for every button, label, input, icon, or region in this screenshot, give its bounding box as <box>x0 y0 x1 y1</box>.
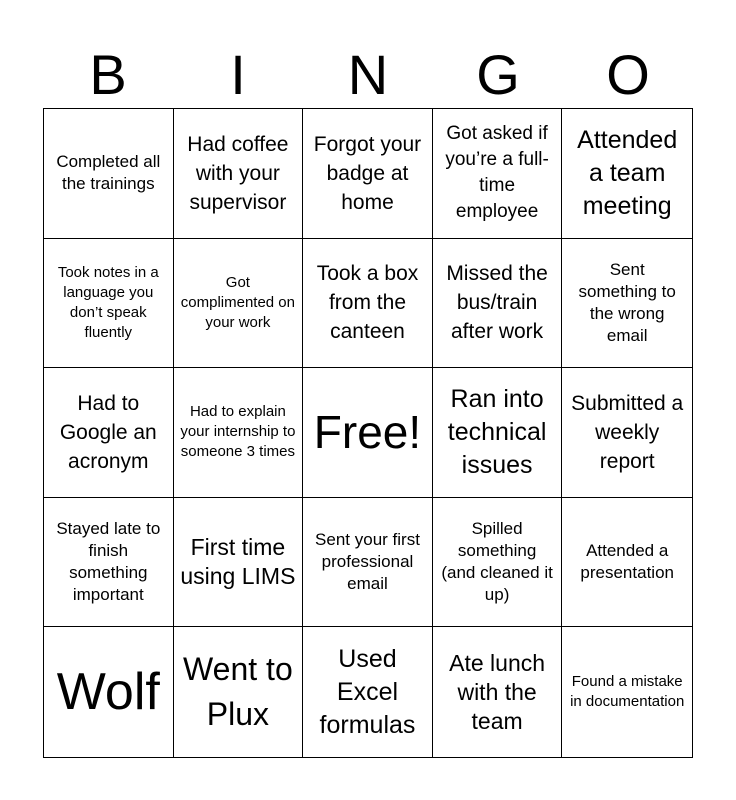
bingo-cell-r1c2[interactable] <box>174 109 304 239</box>
header-letter-i: I <box>230 43 246 106</box>
bingo-cell-r2c3[interactable] <box>303 239 433 369</box>
cell-text: Had coffee with your supervisor <box>187 132 289 214</box>
bingo-cell-r4c2[interactable] <box>174 498 304 628</box>
bingo-cell-r5c1[interactable] <box>44 627 174 757</box>
cell-text: Found a mistake in documentation <box>570 673 685 711</box>
bingo-cell-r4c5[interactable] <box>562 498 692 628</box>
cell-text: Used Excel formulas <box>319 644 416 739</box>
cell-text: Missed the bus/train after work <box>446 262 548 344</box>
bingo-cell-r4c4[interactable] <box>433 498 563 628</box>
cell-text: Had to explain your internship to someone 3 times <box>180 403 296 461</box>
cell-text: Took a box from the canteen <box>316 262 419 344</box>
cell-text: Forgot your badge at home <box>313 132 422 214</box>
cell-text: Got complimented on your work <box>180 273 295 331</box>
bingo-board <box>43 108 693 758</box>
bingo-cell-r3c5[interactable] <box>562 368 692 498</box>
cell-text: Stayed late to finish something important <box>56 519 161 605</box>
bingo-cell-r3c4[interactable] <box>433 368 563 498</box>
bingo-cell-r3c2[interactable] <box>174 368 304 498</box>
bingo-cell-r2c1[interactable] <box>44 239 174 369</box>
header-letter-n: N <box>347 43 389 106</box>
header-letter-g: G <box>476 43 520 106</box>
cell-text: Ran into technical issues <box>447 384 547 479</box>
bingo-cell-r4c1[interactable] <box>44 498 174 628</box>
cell-text: Submitted a weekly report <box>571 391 684 473</box>
bingo-cell-r5c4[interactable] <box>433 627 563 757</box>
cell-text: Spilled something (and cleaned it up) <box>441 519 553 605</box>
cell-text: Free! <box>313 406 422 459</box>
bingo-cell-r1c4[interactable] <box>433 109 563 239</box>
cell-text: Took notes in a language you don’t speak fluently <box>57 263 159 341</box>
cell-text: First time using LIMS <box>180 534 296 590</box>
cell-text: Attended a team meeting <box>577 125 678 220</box>
cell-text: Ate lunch with the team <box>449 649 546 734</box>
bingo-cell-r5c3[interactable] <box>303 627 433 757</box>
cell-text: Completed all the trainings <box>56 152 161 194</box>
cell-text: Sent your first professional email <box>315 530 420 594</box>
bingo-cell-r5c5[interactable] <box>562 627 692 757</box>
bingo-cell-r2c4[interactable] <box>433 239 563 369</box>
cell-text: Wolf <box>56 663 160 722</box>
cell-text: Got asked if you’re a full-time employee <box>445 123 549 223</box>
bingo-cell-r1c5[interactable] <box>562 109 692 239</box>
header-letter-b: B <box>89 43 127 106</box>
bingo-cell-r1c3[interactable] <box>303 109 433 239</box>
cell-text: Attended a presentation <box>580 541 674 583</box>
bingo-cell-r2c2[interactable] <box>174 239 304 369</box>
cell-text: Went to Plux <box>183 651 293 733</box>
cell-text: Had to Google an acronym <box>59 391 157 473</box>
cell-text: Sent something to the wrong email <box>578 259 676 345</box>
header-letter-o: O <box>606 43 650 106</box>
bingo-cell-r3c1[interactable] <box>44 368 174 498</box>
bingo-cell-r2c5[interactable] <box>562 239 692 369</box>
bingo-cell-r1c1[interactable] <box>44 109 174 239</box>
bingo-header <box>43 42 693 108</box>
bingo-cell-r4c3[interactable] <box>303 498 433 628</box>
bingo-cell-r5c2[interactable] <box>174 627 304 757</box>
bingo-cell-free[interactable] <box>303 368 433 498</box>
